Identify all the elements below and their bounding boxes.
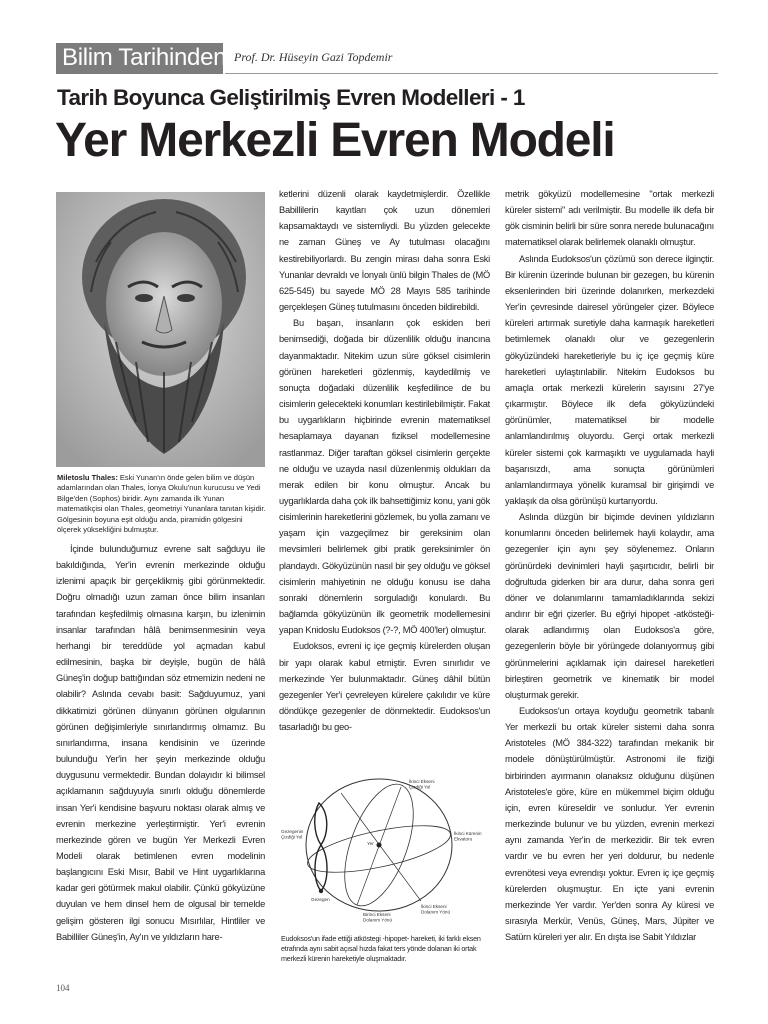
earth-point	[377, 843, 382, 848]
column-1	[56, 541, 265, 945]
planet-point	[319, 889, 323, 893]
paragraph: Bu başarı, insanların çok eskiden beri benimsediği, doğada bir düzenlilik olduğu inancına dayanmaktadır. Nitekim uzun süre göksel cisimlerin görünen hareketleri gözlenmiş, kaydedilmiş ve sonuçta doğadaki düzenlilik keşfedilince de bu cisimlerin gelecekteki konumları kestirilebilmiştir. Fakat bu uygarlıkların hiçbirinde evrenin matematiksel hesaplamaya dayanan fiziksel modellemesine rastlanmaz. Diğer taraftan göksel cisimlerin gerçekte ne olduğu ve uzayda nasıl düzenlenmiş oldukları da merak edilen bir konu olmuştur. Ancak bu uygarlıklarda daha çok ilk bahsettiğimiz konu, yani gök cisimlerinin hareketlerini gözlemek, bu yolla zamanı ve yaşam için vazgeçilmez bir gereksinim olan mevsimleri belirlemek gibi pratik gereksinimler ön plandaydı. Gökyüzünün nasıl bir şey olduğu ve göksel cisimlerin mahiyetinin ne olduğu konusu ise daha sonraki dönemlerin sorguladığı konulardı. Bu bağlamda gökyüzünün ilk geometrik modellemesini yapan Knidoslu Eudoksos (?-?, MÖ 400'ler) olmuştur.	[279, 318, 490, 636]
paragraph: İçinde bulunduğumuz evrene salt sağduyu ile bakıldığında, Yer'in evrenin merkezinde olduğu izlenimi apaçık bir gerçeklikmiş gibi görünmektedir. Doğru olmadığı uzun zaman önce bilim insanları tarafından keşfedilmiş olmasına karşın, bu izlenimin insanlar tarafından hâlâ benimsenmesinin veya herhangi bir tereddüde yol açmadan kabul edilmesinin, başka bir deyişle, bugün de hâlâ Güneş'in doğup battığından söz etmemizin nedeni ne olabilir? Aslında cevabı basit: Sağduyumuz, yani dikkatimizi görünen dünyanın görünen olgularının görünen değişimleriyle sınırlandırmış olmamız. Bu sınırlandırma, insana kendisinin ve üzerinde bulunduğu Yer'in her şeyin merkezinde olduğu duygusunu vermektedir. Bundan dolayıdır ki bilimsel açıklamanın sağduyuyla sınırlı olduğu dönemlerde insan Yer'i kendisine başvuru noktası olarak almış ve evrenin merkezine yerleştirmiştir. Yer'i evrenin merkezinde gören ve bugün Yer Merkezli Evren Modeli olarak betimlenen evren modelinin başlangıcını Eski Mısır, Babil ve Hint uygarlıklarına kadar geri götürmek makul olabilir. Çünkü gökyüzüne duyulan ve hem dinsel hem de olgusal bir temelde gelişim gösteren ilgi sonucu Mısırlılar, Hintliler ve Babilliler Güneş'in, Ay'ın ve yıldızların hare-	[56, 544, 265, 942]
author-name: Prof. Dr. Hüseyin Gazi Topdemir	[234, 50, 393, 64]
label-second-equator: İkinci Kürenin Ekvatoru	[454, 831, 482, 842]
article-title: Yer Merkezli Evren Modeli	[55, 114, 615, 167]
label-second-axis-path: İkinci Ekseni Çizdiği Yol	[409, 779, 435, 790]
thales-portrait	[56, 192, 265, 467]
section-label: Bilim Tarihinden	[62, 44, 227, 71]
caption-name: Miletoslu Thales:	[57, 473, 118, 482]
paragraph: Eudoksos'un ortaya koyduğu geometrik tabanlı Yer merkezli bu ortak küreler sistemi daha sonra Aristoteles (MÖ 384-322) tarafından mekanik bir modele dönüştürülmüştür. Astronomi ile fiziği birbirinden ayırmanın olanaksız olduğunu düşünen Aristoteles'e göre, küre en mükemmel biçim olduğu için, evren küreseldir ve sonludur. Yer evrenin merkezinde bulunur ve bu yüzden, evrenin merkezi aynı zamanda Yer'in de merkezidir. Bir tek evren vardır ve bu evren her yeri doldurur, bu nedenle evrenötesi veya evrendışı yoktur. Evren iç içe geçmiş kürelerden oluşmuştur. En içte yani evrenin merkezinde Yer vardır. Yer'den sonra Ay küresi ve sırasıyla Merkür, Venüs, Güneş, Mars, Jüpiter ve Satürn küreleri yer alır. En dışta ise Sabit Yıldızlar	[505, 706, 714, 943]
diagram-caption: Eudoksos'un ifade ettiği atköstegi -hipopet- hareketi, iki farklı eksen etrafında aynı sabit açısal hızda fakat ters yönde dolanan iki ortak merkezli kürenin hareketiyle oluşmaktadır.	[281, 934, 481, 963]
label-planet: Gezegen	[311, 897, 330, 902]
header-divider	[225, 73, 718, 74]
page-number: 104	[56, 983, 70, 993]
paragraph: ketlerini düzenli olarak kaydetmişlerdir. Özellikle Babillilerin kayıtları çok uzun dönemleri kapsamaktaydı ve sistemliydi. Bu yüzden gelecekte ne zaman Güneş ve Ay tutulması olacağını kestirebiliyorlardı. Bu zengin mirası daha sonra Eski Yunanlar devraldı ve İonyalı ünlü bilgin Thales de (MÖ 625-545) bu sayede MÖ 28 Mayıs 585 tarihinde gerçekleşen Güneş tutulmasını önceden bildirebildi.	[279, 189, 490, 313]
label-earth: Yer	[367, 841, 374, 846]
paragraph: Aslında düzgün bir biçimde devinen yıldızların konumlarını önceden belirlemek hayli kolaydır, ama gezegenler için aynı şey söylenemez. Onların görünürdeki devinimleri hayli şaşırtıcıdır, belirli bir doğrultuda giderken bir ara durur, daha sonra geri döner ve dolanımlarını tamamladıklarında sekizi andırır bir eğri çizerler. Bu eğriyi hipopet -atkösteği- olarak adlandırmış olan Eudoksos'a göre, gezegenlerin böyle bir yörüngede dolanıyormuş gibi görünmelerini açıklamak için dairesel hareketleri birleştiren geometrik ve kinematik bir model oluşturmak gerekir.	[505, 512, 714, 700]
portrait-caption	[57, 473, 267, 535]
axis-line	[341, 793, 421, 901]
paragraph: Eudoksos, evreni iç içe geçmiş kürelerden oluşan bir yapı olarak kabul etmiştir. Evren sınırlıdır ve merkezinde Yer bulunmaktadır. Güneş dâhil bütün gezegenler Yer'i çevreleyen kürelere çakılıdır ve küre döndükçe gezegenler de dönmektedir. Eudoksos'un tasarladığı bu geo-	[279, 641, 490, 733]
paragraph: Aslında Eudoksos'un çözümü son derece ilginçtir. Bir kürenin üzerinde bulunan bir gezegen, bu kürenin eksenlerinden biri üzerinde dolanırken, merkezdeki Yer'in çevresinde dairesel yörüngeler çizer. Böylece küreleri artırmak suretiyle daha karmaşık hareketleri betimlemek olanaklı olur ve gezegenlerin gökyüzündeki hareketleriyle bu iç içe geçmiş küre hareketleri uylaştırılabilir. Nitekim Eudoksos bu amaçla ortak merkezli kürelerin sayısını 27'ye çıkarmıştır. Böylece ilk defa gökyüzündeki görünümler, matematiksel bir modelle anlamlandırılmış oluyordu. Gerçi ortak merkezli küreler sistemi çok karmaşıktı ve uygulamada hayli başarısızdı, ama sonuçta görünümleri anlamlandırmaya yönelik kuramsal bir girişimdi ve yaklaşık da olsa görünüşü kurtarıyordu.	[505, 253, 714, 506]
section-label-bar	[56, 43, 227, 74]
hippopede-diagram	[281, 773, 491, 929]
article-subtitle: Tarih Boyunca Geliştirilmiş Evren Modelleri - 1	[57, 85, 525, 110]
label-first-axis-direction: Birinci Ekseni Dolanım Yönü	[363, 912, 393, 923]
paragraph: metrik gökyüzü modellemesine "ortak merkezli küreler sistemi" adı verilmiştir. Bu modelle ilk defa bir gök cisminin belirli bir süre sonra nerede bulunacağını matematiksel olarak belirlemek olanaklı olmuştur.	[505, 189, 714, 248]
label-planet-path: Gezegenin Çizdiği Yol	[281, 829, 304, 840]
caption-text: Eski Yunan'ın önde gelen bilim ve düşün adamlarından olan Thales, İonya Okulu'nun kurucusu ve Yedi Bilge'den (Sophos) biridir. Aynı zamanda ilk Yunan matematikçisi olan Thales, geometriyi Yunanlara tanıtan kişidir. Gölgesinin boyuna eşit olduğu anda, piramidin gölgesini ölçerek yüksekliğini bulmuştur.	[57, 473, 266, 535]
column-3	[505, 186, 714, 945]
label-second-axis-direction: İkinci Ekseni Dolanım Yönü	[421, 904, 451, 915]
column-2	[279, 186, 490, 735]
hippopede-curve	[315, 803, 327, 891]
